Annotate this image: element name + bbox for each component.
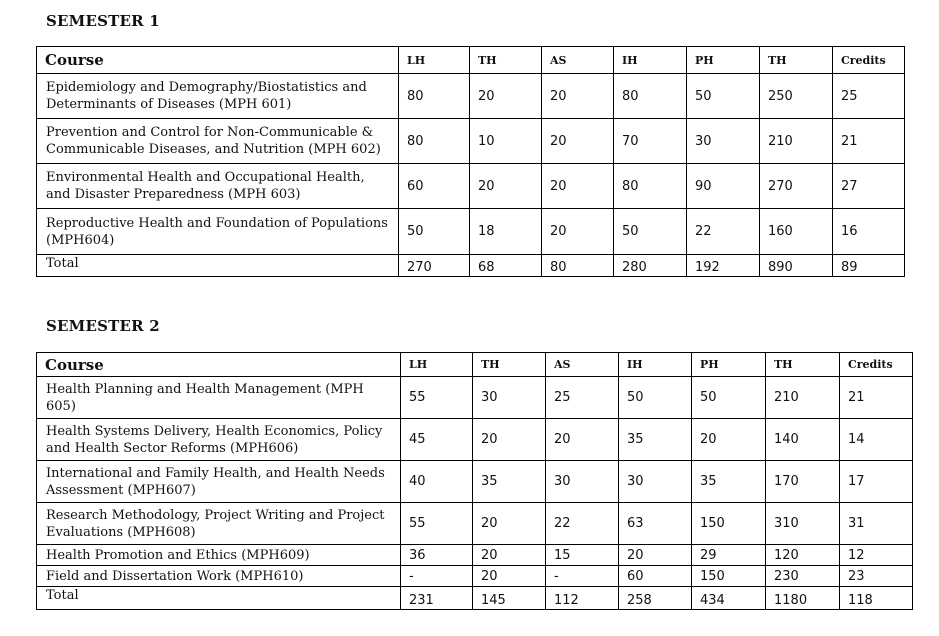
column-header: TH (760, 47, 833, 74)
value-cell: 20 (542, 119, 614, 164)
value-cell: 80 (399, 119, 470, 164)
column-header: IH (619, 353, 692, 377)
value-cell: 25 (833, 74, 905, 119)
value-cell: 20 (546, 419, 619, 461)
value-cell: 230 (766, 566, 840, 587)
value-cell: 22 (687, 209, 760, 255)
value-cell: 20 (542, 164, 614, 209)
value-cell: 280 (614, 255, 687, 277)
value-cell: 20 (473, 545, 546, 566)
value-cell: 80 (614, 164, 687, 209)
value-cell: 45 (401, 419, 473, 461)
value-cell: 250 (760, 74, 833, 119)
table-row (37, 503, 913, 545)
value-cell: 30 (546, 461, 619, 503)
value-cell: - (546, 566, 619, 587)
value-cell: 50 (614, 209, 687, 255)
course-cell: Epidemiology and Demography/Biostatistics and Determinants of Diseases (MPH 601) (37, 74, 399, 119)
course-cell: International and Family Health, and Health Needs Assessment (MPH607) (37, 461, 401, 503)
value-cell: 20 (542, 74, 614, 119)
value-cell: 23 (840, 566, 913, 587)
value-cell: 21 (833, 119, 905, 164)
column-header: Course (37, 353, 401, 377)
value-cell: 170 (766, 461, 840, 503)
value-cell: 112 (546, 587, 619, 610)
value-cell: 80 (614, 74, 687, 119)
value-cell: 31 (840, 503, 913, 545)
course-cell: Reproductive Health and Foundation of Populations (MPH604) (37, 209, 399, 255)
value-cell: 70 (614, 119, 687, 164)
value-cell: 50 (619, 377, 692, 419)
table-total-row (37, 255, 905, 277)
value-cell: 17 (840, 461, 913, 503)
value-cell: 20 (473, 566, 546, 587)
semester-2-table (36, 352, 913, 610)
value-cell: 55 (401, 377, 473, 419)
value-cell: 14 (840, 419, 913, 461)
value-cell: 20 (470, 74, 542, 119)
table-row (37, 545, 913, 566)
value-cell: 80 (542, 255, 614, 277)
value-cell: 145 (473, 587, 546, 610)
value-cell: 434 (692, 587, 766, 610)
value-cell: 20 (470, 164, 542, 209)
semester-1-title: SEMESTER 1 (46, 12, 160, 30)
course-cell: Field and Dissertation Work (MPH610) (37, 566, 401, 587)
value-cell: 30 (687, 119, 760, 164)
value-cell: - (401, 566, 473, 587)
value-cell: 270 (760, 164, 833, 209)
value-cell: 25 (546, 377, 619, 419)
value-cell: 27 (833, 164, 905, 209)
column-header: AS (546, 353, 619, 377)
value-cell: 63 (619, 503, 692, 545)
value-cell: 68 (470, 255, 542, 277)
course-cell: Health Systems Delivery, Health Economics, Policy and Health Sector Reforms (MPH606) (37, 419, 401, 461)
value-cell: 90 (687, 164, 760, 209)
value-cell: 20 (692, 419, 766, 461)
value-cell: 15 (546, 545, 619, 566)
course-cell: Total (37, 587, 401, 610)
table-row (37, 74, 905, 119)
value-cell: 20 (473, 419, 546, 461)
column-header: AS (542, 47, 614, 74)
value-cell: 60 (399, 164, 470, 209)
value-cell: 20 (619, 545, 692, 566)
value-cell: 20 (542, 209, 614, 255)
table-row (37, 164, 905, 209)
value-cell: 30 (619, 461, 692, 503)
value-cell: 270 (399, 255, 470, 277)
value-cell: 16 (833, 209, 905, 255)
value-cell: 192 (687, 255, 760, 277)
column-header: PH (687, 47, 760, 74)
table-row (37, 209, 905, 255)
column-header: TH (473, 353, 546, 377)
course-cell: Research Methodology, Project Writing and Project Evaluations (MPH608) (37, 503, 401, 545)
value-cell: 210 (760, 119, 833, 164)
value-cell: 55 (401, 503, 473, 545)
column-header: PH (692, 353, 766, 377)
value-cell: 120 (766, 545, 840, 566)
column-header: LH (401, 353, 473, 377)
table-header-row (37, 353, 913, 377)
value-cell: 12 (840, 545, 913, 566)
value-cell: 29 (692, 545, 766, 566)
value-cell: 35 (692, 461, 766, 503)
course-cell: Environmental Health and Occupational Health, and Disaster Preparedness (MPH 603) (37, 164, 399, 209)
value-cell: 10 (470, 119, 542, 164)
value-cell: 20 (473, 503, 546, 545)
column-header: Credits (833, 47, 905, 74)
value-cell: 160 (760, 209, 833, 255)
semester-1-table (36, 46, 905, 277)
value-cell: 118 (840, 587, 913, 610)
value-cell: 210 (766, 377, 840, 419)
table-row (37, 566, 913, 587)
value-cell: 890 (760, 255, 833, 277)
column-header: LH (399, 47, 470, 74)
column-header: TH (470, 47, 542, 74)
value-cell: 36 (401, 545, 473, 566)
value-cell: 89 (833, 255, 905, 277)
course-cell: Total (37, 255, 399, 277)
value-cell: 150 (692, 503, 766, 545)
table-row (37, 419, 913, 461)
semester-2-title: SEMESTER 2 (46, 317, 160, 335)
value-cell: 310 (766, 503, 840, 545)
value-cell: 50 (399, 209, 470, 255)
value-cell: 150 (692, 566, 766, 587)
value-cell: 50 (692, 377, 766, 419)
value-cell: 35 (619, 419, 692, 461)
value-cell: 60 (619, 566, 692, 587)
value-cell: 35 (473, 461, 546, 503)
value-cell: 22 (546, 503, 619, 545)
table-row (37, 377, 913, 419)
course-cell: Health Promotion and Ethics (MPH609) (37, 545, 401, 566)
value-cell: 258 (619, 587, 692, 610)
value-cell: 1180 (766, 587, 840, 610)
value-cell: 40 (401, 461, 473, 503)
column-header: IH (614, 47, 687, 74)
course-cell: Health Planning and Health Management (MPH 605) (37, 377, 401, 419)
value-cell: 231 (401, 587, 473, 610)
value-cell: 50 (687, 74, 760, 119)
value-cell: 80 (399, 74, 470, 119)
value-cell: 30 (473, 377, 546, 419)
value-cell: 21 (840, 377, 913, 419)
course-cell: Prevention and Control for Non-Communicable & Communicable Diseases, and Nutrition (MPH 602) (37, 119, 399, 164)
table-row (37, 461, 913, 503)
table-header-row (37, 47, 905, 74)
column-header: Credits (840, 353, 913, 377)
column-header: TH (766, 353, 840, 377)
table-row (37, 119, 905, 164)
value-cell: 18 (470, 209, 542, 255)
value-cell: 140 (766, 419, 840, 461)
column-header: Course (37, 47, 399, 74)
table-total-row (37, 587, 913, 610)
